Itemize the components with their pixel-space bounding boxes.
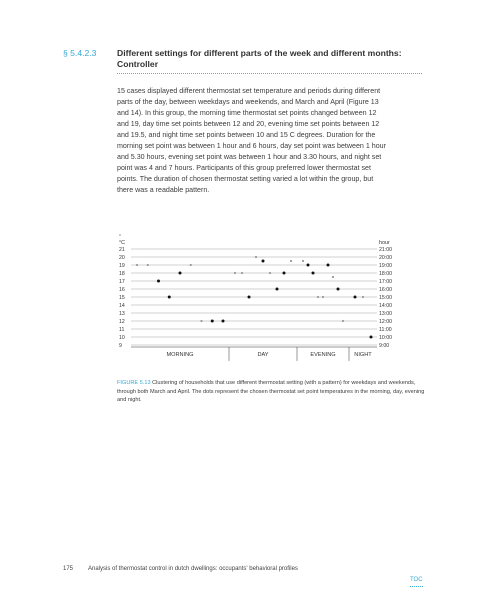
left-tick-label: 19: [119, 262, 125, 269]
running-title: Analysis of thermostat control in dutch dwellings: occupants' behavioral profiles: [88, 566, 298, 572]
setpoint-dot: [269, 272, 271, 274]
right-tick-label: 18:00: [379, 270, 392, 277]
right-tick-label: 11:00: [379, 326, 392, 333]
right-tick-label: 19:00: [379, 262, 392, 269]
right-tick-label: 20:00: [379, 254, 392, 261]
setpoint-dot: [200, 320, 202, 322]
left-tick-label: 15: [119, 294, 125, 301]
left-tick-label: 11: [119, 326, 125, 333]
figure-caption: [117, 379, 427, 405]
setpoint-dot: [179, 272, 182, 275]
left-tick-label: 13: [119, 310, 125, 317]
figure-caption-text: Clustering of households that use different thermostat setting (with a pattern) for weekdays and weekends, through both March and April. The dots represent the chosen thermostat set point temperatures in the morning, day, evening and night.: [117, 380, 425, 403]
figure-label: FIGURE 5.13: [117, 380, 151, 386]
setpoint-dot: [262, 260, 265, 263]
page-number: 175: [63, 566, 74, 572]
setpoint-dot: [248, 296, 251, 299]
setpoint-dot: [211, 320, 214, 323]
setpoint-dot: [222, 320, 225, 323]
section-number: § 5.4.2.3: [63, 48, 97, 58]
period-label: EVENING: [310, 352, 336, 358]
setpoint-dot: [147, 264, 149, 266]
left-tick-label: 18: [119, 270, 125, 277]
toc-underline: [410, 586, 423, 587]
period-label: MORNING: [166, 352, 194, 358]
right-tick-label: 10:00: [379, 334, 392, 341]
setpoint-dot: [190, 264, 192, 266]
setpoint-dot: [342, 320, 344, 322]
left-tick-label: 16: [119, 286, 125, 293]
setpoint-dot: [354, 296, 357, 299]
right-tick-label: 17:00: [379, 278, 392, 285]
body-paragraph: 15 cases displayed different thermostat set temperature and periods during different parts of the day, between weekdays and weekends, and March and April (Figure 13 and 14). In this group, the morning time thermostat set points changed between 12 and 19, day time set points between 12 and 20, evening time set points between 12 and 19.5, and night time set points between 10 and 15 C degrees. Duration for the morning set point was between 1 hour and 6 hours, day set point was between 1 hour and 5.30 hours, evening set point was between 1 hour and 3.30 hours, and night set point was 4 and 7 hours. Participants of this group preferred lower thermostat set points. The duration of chosen thermostat setting varied a lot within the group, but there was a readable pattern.: [117, 87, 386, 194]
setpoint-dot: [302, 260, 304, 262]
right-tick-label: 21:00: [379, 246, 392, 253]
left-tick-label: 12: [119, 318, 125, 325]
setpoint-dot: [290, 260, 292, 262]
setpoint-dot: [337, 288, 340, 291]
setpoint-dot: [234, 272, 236, 274]
left-tick-label: 20: [119, 254, 125, 261]
left-axis-unit: °C: [119, 240, 126, 246]
setpoint-dot: [168, 296, 171, 299]
right-tick-label: 13:00: [379, 310, 392, 317]
left-tick-label: 17: [119, 278, 125, 285]
setpoint-dot: [370, 336, 373, 339]
setpoint-dot: [312, 272, 315, 275]
setpoint-dot: [362, 296, 364, 298]
setpoint-dot: [276, 288, 279, 291]
right-tick-label: 12:00: [379, 318, 392, 325]
setpoint-dot: [322, 296, 324, 298]
left-tick-label: 9: [119, 342, 122, 349]
right-tick-label: 15:00: [379, 294, 392, 301]
period-label: NIGHT: [354, 352, 372, 358]
setpoint-dot: [255, 256, 257, 258]
setpoint-dot: [283, 272, 286, 275]
left-tick-label: 21: [119, 246, 125, 253]
setpoint-dot: [136, 264, 138, 266]
left-tick-label: 14: [119, 302, 125, 309]
setpoint-dot: [157, 280, 160, 283]
section-title: Different settings for different parts of the week and different months: Controller: [117, 48, 402, 69]
thermostat-setpoint-chart: [117, 232, 407, 372]
setpoint-dot: [317, 296, 319, 298]
right-tick-label: 9:00: [379, 342, 390, 349]
right-axis-unit: hour: [379, 240, 390, 246]
toc-link[interactable]: TOC: [410, 577, 423, 583]
left-axis-top-mark: °: [119, 234, 121, 240]
setpoint-dot: [307, 264, 310, 267]
left-tick-label: 10: [119, 334, 125, 341]
setpoint-dot: [241, 272, 243, 274]
setpoint-dot: [332, 276, 334, 278]
period-label: DAY: [257, 352, 269, 358]
title-divider: [117, 73, 422, 74]
setpoint-dot: [327, 264, 330, 267]
right-tick-label: 16:00: [379, 286, 392, 293]
right-tick-label: 14:00: [379, 302, 392, 309]
